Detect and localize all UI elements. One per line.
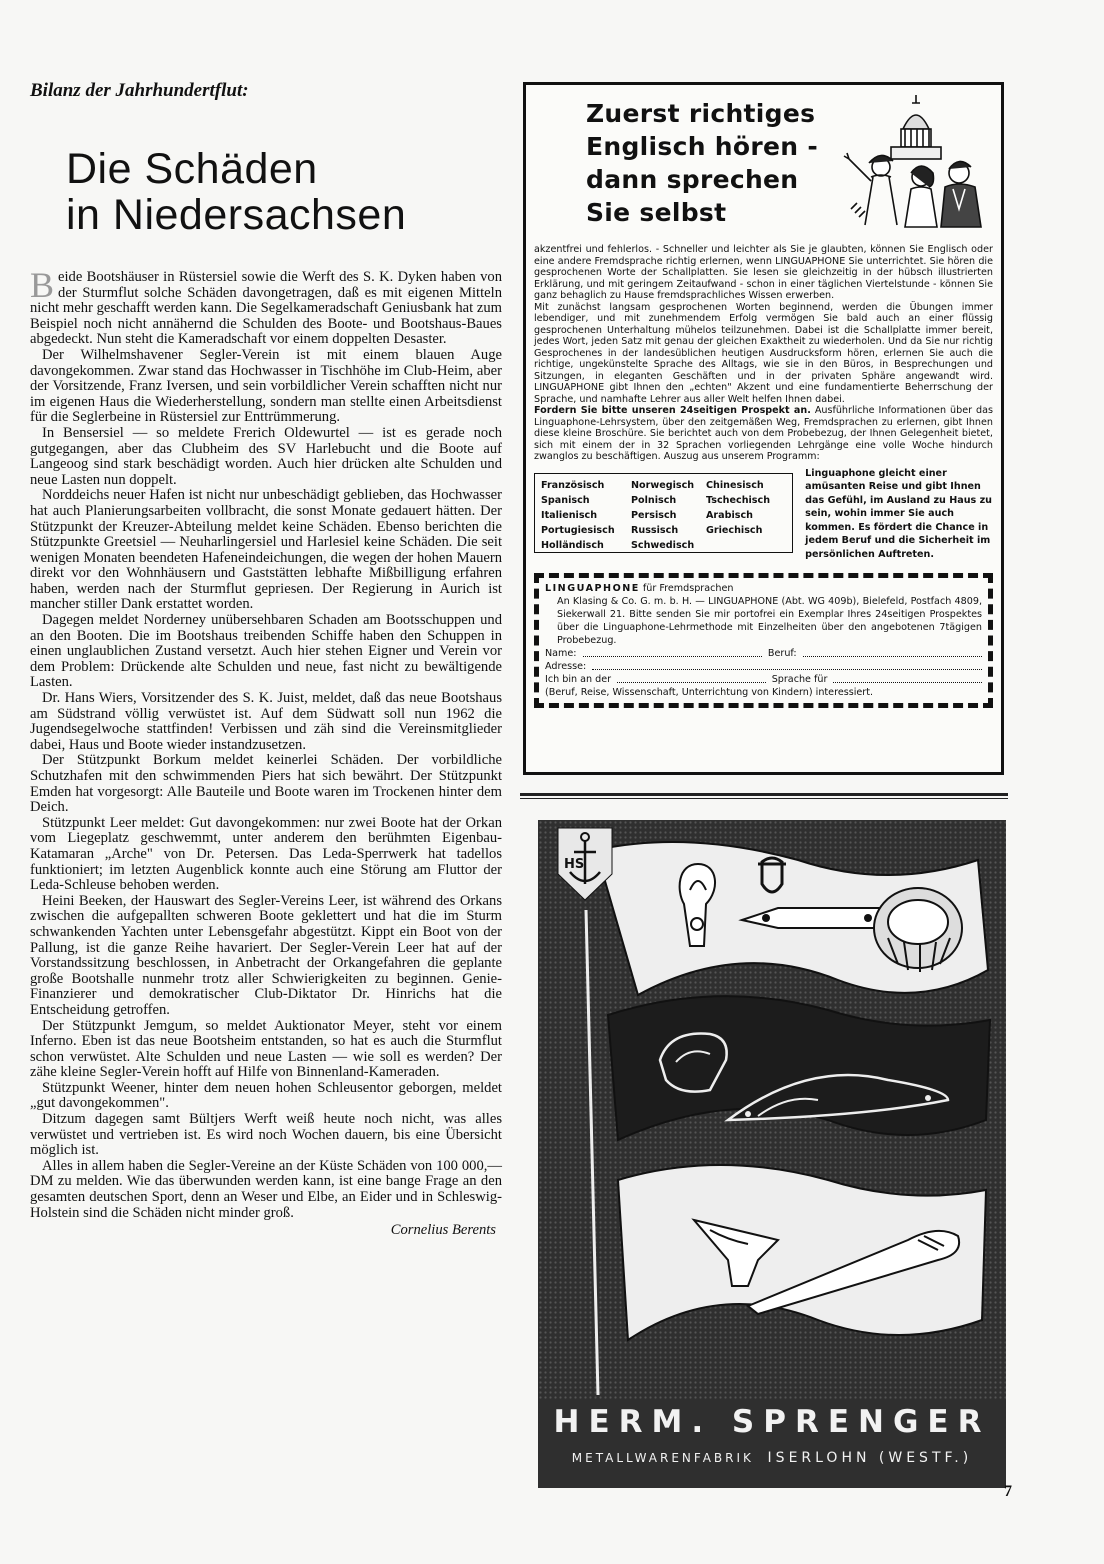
coupon-firm-line (545, 582, 982, 595)
snap-hook-icon (668, 860, 728, 950)
linguaphone-advertisement (523, 82, 1004, 775)
column-separator (520, 793, 1008, 799)
learner-suffix: (Beruf, Reise, Wissenschaft, Unterrichtung von Kindern) interessiert. (545, 687, 874, 698)
language-field[interactable] (617, 673, 766, 683)
anchor-logo-icon (556, 826, 614, 902)
language-item: Schwedisch (631, 539, 695, 551)
headline-line-2: in Niedersachsen (66, 191, 407, 239)
language-item: Holländisch (541, 539, 604, 551)
adresse-field[interactable] (592, 660, 982, 670)
article-paragraph: Dagegen meldet Norderney unübersehbaren Schaden am Bootsschuppen und an den Booten. Die im Bootshaus treibenden Schiffe haben den Schuppen in einen unglaublichen Zustand versetzt. Auch hier stehen Eigner und Verein vor dem Problem: Drückende alte Schulden und neue, fast nicht zu bewältigende Lasten. (30, 612, 502, 691)
article-paragraph: Ditzum dagegen samt Bültjers Werft weiß heute noch nicht, was alles verwüstet und vertrieben ist. Es wird noch Wochen dauern, bis eine Übersicht möglich ist. (30, 1111, 502, 1159)
sprenger-company-type: METALLWARENFABRIK (571, 1451, 754, 1465)
beruf-field[interactable] (803, 647, 982, 657)
article-paragraph: Der Stützpunkt Borkum meldet keinerlei Schäden. Der vorbildliche Schutzhafen mit den schwimmenden Piers hat sich bewährt. Der Stützpunkt Emden hat vorgesorgt: Alle Bauteile und Boote waren im Trockenen hinter dem Deich. (30, 752, 502, 816)
article-paragraph: Alles in allem haben die Segler-Vereine an der Küste Schäden von 100 000,— DM zu melden. Wie das überwunden werden kann, ist eine bange Frage an den gesamten deutschen Sport, denn an Weser und Elbe, an Eider und in Schleswig-Holstein sind die Schäden nicht minder groß. (30, 1157, 502, 1221)
article-paragraph: Stützpunkt Weener, hinter dem neuen hohen Schleusentor geborgen, meldet „gut davongekommen". (30, 1079, 502, 1112)
coupon-firm-suffix: für Fremdsprachen (639, 583, 734, 594)
article-body (30, 265, 502, 1221)
article-paragraph: Der Stützpunkt Jemgum, so meldet Auktionator Meyer, steht vor einem Inferno. Eben ist das neue Bootsheim entstanden, so hat es auch die Sturmflut schon verwüstet. Alte Schulden und neue Lasten — wie soll es werden? Der zähe kleine Segler-Verein hofft auf Hilfe von Binnenland-Kameraden. (30, 1017, 502, 1081)
article-paragraph: Stützpunkt Leer meldet: Gut davongekommen: nur zwei Boote hat der Orkan vom Liegeplatz geschwemmt, unter anderem den berühmten Eigenbau-Katamaran „Arche" von Dr. Petersen. Das Leda-Sperrwerk hat tadellos funktioniert; im letzten Augenblick konnte auch eine Störung am Fluttor der Leda-Schleuse behoben werden. (30, 814, 502, 894)
language-item: Persisch (631, 509, 677, 521)
pulley-block-icon (868, 878, 968, 978)
sprenger-advertisement (538, 820, 1006, 1488)
article-paragraph: In Bensersiel — so meldete Frerich Oldewurtel — ist es gerade noch gutgegangen, aber das Clubheim des SV Harlebucht und die Boote auf Langeoog sind stark beschädigt worden. Auch hier drücken alte Schulden und neue Lasten nun doppelt. (30, 424, 502, 488)
language-item: Polnisch (631, 494, 677, 506)
language-item: Chinesisch (706, 479, 764, 491)
beruf-label: Beruf: (767, 648, 797, 659)
learner-mid: Sprache für (771, 674, 828, 685)
language-item: Griechisch (706, 524, 763, 536)
language-program-table (534, 473, 793, 553)
page-number: 7 (1004, 1483, 1012, 1500)
tiller-fitting-icon (738, 1210, 968, 1320)
coupon-firm-name: LINGUAPHONE (545, 583, 640, 594)
article-paragraph: Der Wilhelmshavener Segler-Verein ist mit einem blauen Auge davongekommen. Zwar stand das Hochwasser in Tischhöhe im Club-Heim, aber der Vorsitzende, Franz Iversen, und sein vorbildlicher Verein schafften nicht nur im eigenen Haus die Wiederherstellung, sondern man stellte einen Arbeitsdienst für die Seglerbeine in Rüstersiel zur Enttrümmerung. (30, 346, 502, 426)
article-kicker: Bilanz der Jahrhundertflut: (30, 80, 249, 101)
prospect-details: Ausführliche Informationen über das Linguaphone-Lehrsystem, über den zeitgemäßen Weg, Fremdsprachen zu erlernen, gibt Ihnen diese kleine Broschüre. Sie berichtet auch von dem Probebezug, der Ihnen Gelegenheit bietet, sich mit einem der in 32 Sprachen vorliegenden Lehrgänge eine volle Woche hindurch zwanglos zu beschäftigen. Auszug aus unserem Programm: (534, 405, 993, 462)
coupon-address: An Klasing & Co. G. m. b. H. — LINGUAPHONE (Abt. WG 409b), Bielefeld, Postfach 4809, Siekerwall 21. Bitte senden Sie mir portofrei ein Exemplar Ihres 24seitigen Prospektes über die Linguaphone-Lehrmethode mit Einzelheiten über den angebotenen 7tägigen Probebezug. (557, 596, 982, 646)
ad-paragraph: akzentfrei und fehlerlos. - Schneller und leichter als Sie je glaubten, können Sie Englisch oder eine andere Fremdsprache richtig erlernen, wenn LINGUAPHONE Sie unterrichtet. Sie hören die gesprochenen Worte der Schallplatten. Sie lesen sie gleichzeitig in der hübsch illustrierten Erklärung, und mit geringem Zeitaufwand - schon in einer täglichen Viertelstunde - können Sie ganz behaglich zu Hause fremdsprachliches Wissen erwerben. (534, 244, 993, 301)
article-paragraph: Norddeichs neuer Hafen ist nicht nur unbeschädigt geblieben, das Hochwasser hat auch Planierungsarbeiten vollbracht, die sonst Monate gedauert hätten. Der Stützpunkt der Kreuzer-Abteilung meldet keine Schäden. Ebenso berichten die Stützpunkte Greetsiel — Neuharlingersiel und Harlesiel keine Schäden. Die seit wenigen Monaten beendeten Hafeneindeichungen, die wegen der hohen Mauern direkt vor den Wohnhäusern und Gaststätten lebhafte Mißbilligung erfahren haben, werden nach der Sturmflut gepriesen. Der Regierung in Aurich ist mancher stiller Dank erstattet worden. (30, 487, 502, 613)
language-item: Italienisch (541, 509, 598, 521)
coupon-name-row (545, 647, 982, 660)
purpose-field[interactable] (833, 673, 982, 683)
linguaphone-body (534, 244, 993, 463)
sprenger-city: ISERLOHN (WESTF.) (767, 1450, 973, 1466)
language-item: Arabisch (706, 509, 754, 521)
name-field[interactable] (583, 647, 762, 657)
article-paragraph: Heini Beeken, der Hauswart des Segler-Vereins Leer, ist während des Orkans zwischen die aufgepallten schweren Boote geklettert und hat die im Sturm schwankenden Yachten unter Lebensgefahr abgestützt. Kippt ein Boot von der Pallung, ist die ganze Reihe havariert. Der Segler-Verein Leer hat auf der Vorstandssitzung beschlossen, in Anbetracht der Orkangefahren die geplante große Bootshalle nunmehr trotz aller Schwierigkeiten zu beginnen. Genie-Finanzierer und demokratischer Club-Diktator Dr. Hinrichs hat die Entscheidung getroffen. (30, 892, 502, 1018)
headline-line: Sie selbst (586, 198, 727, 227)
coupon-language-row (545, 673, 982, 686)
ad-paragraph (534, 405, 993, 463)
headline-line: Englisch hören - (586, 132, 819, 161)
ad-paragraph: Mit zunächst langsam gesprochenen Worten beginnend, werden die Übungen immer lebendiger, und mit zunehmendem Erfolg vermögen Sie bald auch an einer flüssig gesprochenen Unterhaltung mühelos teilzunehmen. Dabei ist die Schallplatte immer bereit, jedes Wort, jeden Satz mit genau der gleichen Exaktheit zu wiederholen. Und da Sie nur richtig Gesprochenes in der landesüblichen heutigen Ausdrucksform hören, erlernen Sie auch die richtige, ungekünstelte Sprache des Alltags, wie sie in den Büros, in Besprechungen und Sitzungen, in eleganten Geschäften und in der privaten Sphäre angewandt wird. LINGUAPHONE gibt Ihnen den „echten" Akzent und eine fundamentierte Beherrschung der Sprache, und namhafte Lehrer aus aller Welt helfen Ihnen dabei. (534, 301, 993, 405)
headline-line-1: Die Schäden (66, 145, 318, 193)
language-item: Russisch (631, 524, 679, 536)
sprenger-subline (538, 1450, 1006, 1466)
linguaphone-benefit-text: Linguaphone gleicht einer amüsanten Reise und gibt Ihnen das Gefühl, im Ausland zu Haus zu sein, wohin immer Sie auch kommen. Es fördert die Chance in jedem Beruf und die Sicherheit im persönlichen Auftreten. (805, 467, 992, 560)
language-item: Spanisch (541, 494, 590, 506)
language-item: Französisch (541, 479, 605, 491)
name-label: Name: (545, 648, 577, 659)
london-dome-and-people-illustration-icon (841, 89, 991, 229)
language-section (534, 467, 993, 562)
adresse-label: Adresse: (545, 661, 587, 672)
order-coupon (534, 573, 993, 708)
sprenger-brand-name: HERM. SPRENGER (553, 1404, 991, 1440)
language-item: Norwegisch (631, 479, 695, 491)
language-item (706, 538, 776, 553)
headline-line: dann sprechen (586, 165, 799, 194)
article-paragraph: Dr. Hans Wiers, Vorsitzender des S. K. Juist, meldet, daß das neue Bootshaus am Südstrand völlig verwüstet ist. Auf dem Südwatt soll nun 1962 die Jugendsegelwoche stattfinden! Verbissen und zäh sind die Vereinsmitglieder dabei, Haus und Boote wieder instandzusetzen. (30, 690, 502, 753)
article-headline (66, 146, 502, 238)
article-paragraph: Beide Bootshäuser in Rüstersiel sowie die Werft des S. K. Dyken haben von der Sturmflut solche Schäden davongetragen, daß es mit eigenen Mitteln nicht mehr geschafft werden kann. Die Segelkameradschaft Geniusbank hat zum Beispiel noch nicht annähernd die Schulden des Boote- und Bootshaus-Baues abgedeckt. Nun steht die Kameradschaft vor einem doppelten Desaster. (30, 265, 502, 348)
language-item: Portugiesisch (541, 524, 615, 536)
article-column (30, 80, 502, 1239)
coupon-address-row (545, 660, 982, 673)
article-byline: Cornelius Berents (390, 1222, 496, 1239)
learner-prefix: Ich bin an der (545, 674, 612, 685)
logo-letter: HS (564, 857, 585, 872)
prospect-request: Fordern Sie bitte unseren 24seitigen Prospekt an. (534, 405, 811, 416)
fairlead-icon (718, 1050, 958, 1140)
language-item: Tschechisch (706, 494, 771, 506)
headline-line: Zuerst richtiges (586, 99, 816, 128)
